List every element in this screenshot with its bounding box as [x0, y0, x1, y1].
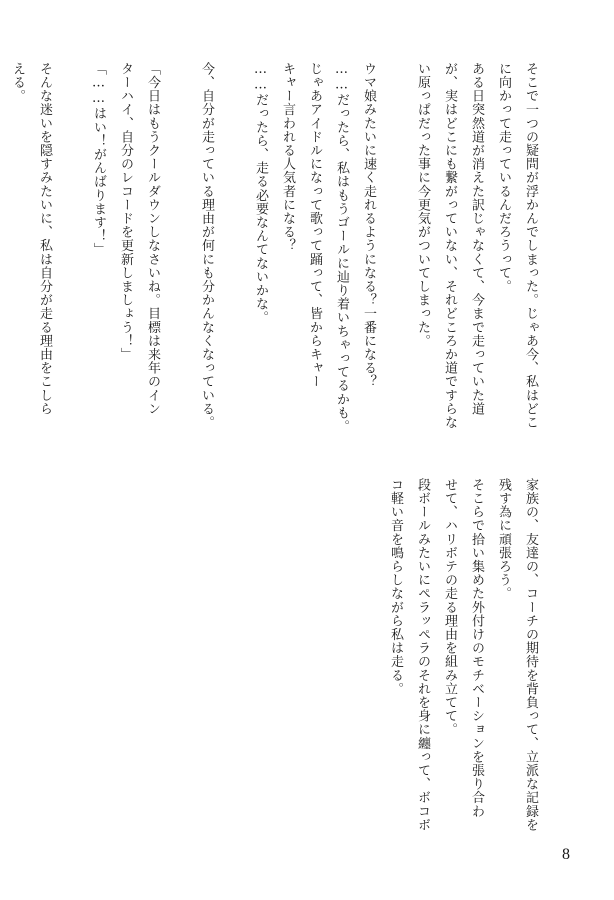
- text-column: に向かって走っているんだろうって。: [496, 62, 511, 294]
- text-column: ターハイ、自分のレコードを更新しましょう！」: [118, 62, 133, 362]
- lower-text-block: [382, 478, 544, 832]
- blank-line: [382, 62, 409, 452]
- text-column: 「……はい！がんばります！」: [91, 62, 106, 257]
- blank-line: [166, 62, 193, 452]
- page-number: 8: [562, 846, 570, 863]
- text-column: ……だったら、走る必要なんてないかな。: [253, 62, 268, 325]
- text-column: キャー言われる人気者になる？: [280, 62, 295, 253]
- text-column: 残す為に頑張ろう。: [496, 478, 511, 601]
- text-column: 段ボールみたいにペラッペラのそれを身に纏って、ボコボ: [415, 478, 430, 832]
- upper-text-block: [4, 62, 544, 452]
- text-column: そこらで拾い集めた外付けのモチベーションを張り合わ: [469, 478, 484, 818]
- text-column: ある日突然道が消えた訳じゃなくて、今まで走っていた道: [469, 62, 484, 416]
- text-column: そこで一つの疑問が浮かんでしまった。じゃあ今、私はどこ: [523, 62, 538, 430]
- text-column: い原っぱだった事に今更気がついてしまった。: [415, 62, 430, 348]
- text-column: 「今日はもうクールダウンしなさいね。目標は来年のイン: [145, 62, 160, 416]
- text-column: じゃあアイドルになって歌って踊って、皆からキャー: [307, 62, 322, 389]
- text-column: ウマ娘みたいに速く走れるようになる？一番になる？: [361, 62, 376, 389]
- text-column: える。: [10, 62, 25, 103]
- text-column: せて、ハリボテの走る理由を組み立てて。: [442, 478, 457, 737]
- blank-line: [220, 62, 247, 452]
- text-column: コ軽い音を鳴らしながら私は走る。: [388, 478, 403, 696]
- text-column: 今、自分が走っている理由が何にも分かんなくなっている。: [199, 62, 214, 430]
- blank-line: [58, 62, 85, 452]
- text-column: そんな迷いを隠すみたいに、私は自分が走る理由をこしら: [37, 62, 52, 416]
- text-column: が、実はどこにも繋がっていない、それどころか道ですらな: [442, 62, 457, 430]
- text-column: ……だったら、私はもうゴールに辿り着いちゃってるかも。: [334, 62, 349, 434]
- text-column: 家族の、友達の、コーチの期待を背負って、立派な記録を: [523, 478, 538, 832]
